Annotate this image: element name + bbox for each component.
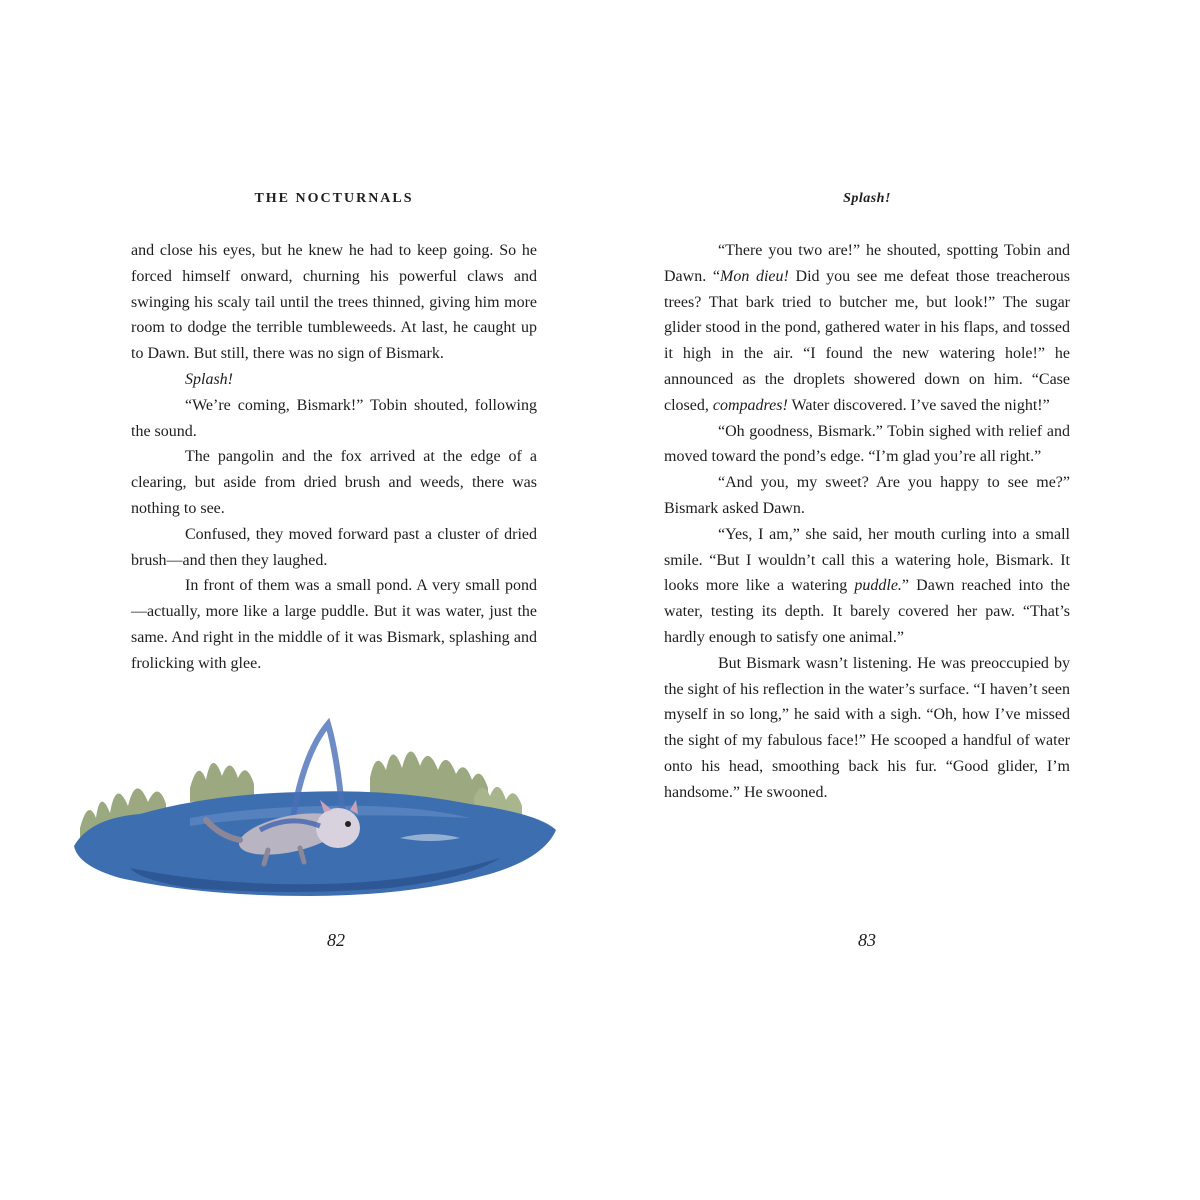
italic-text: Splash!: [185, 370, 233, 388]
paragraph: [664, 651, 1070, 806]
text-segment: Did you see me defeat those treacherous trees? That bark tried to butcher me, but look!” The sugar glider stood in the pond, gathered water in his flaps, and tossed it high in the air. “I found the new watering hole!” he announced as the droplets showered down on him. “Case closed,: [664, 267, 1071, 414]
paragraph: [664, 470, 1070, 522]
pond-illustration: [70, 718, 560, 902]
italic-text: puddle.: [854, 577, 902, 595]
text-segment: ” Dawn reached into the water, testing its depth. It barely covered her paw. “That’s hardly enough to satisfy one animal.”: [664, 577, 1071, 646]
running-head-chapter-title: Splash!: [843, 191, 891, 206]
paragraph: [131, 522, 537, 574]
left-page: [131, 190, 537, 677]
paragraph: [131, 238, 537, 367]
text-segment: “And you, my sweet? Are you happy to see me?” Bismark asked Dawn.: [664, 474, 1070, 517]
text-segment: The pangolin and the fox arrived at the edge of a clearing, but aside from dried brush and weeds, there was nothing to see.: [131, 448, 537, 517]
text-segment: “Oh goodness, Bismark.” Tobin sighed with relief and moved toward the pond’s edge. “I’m glad you’re all right.”: [664, 422, 1070, 466]
page-number-right: 83: [858, 930, 876, 950]
text-segment: and close his eyes, but he knew he had to keep going. So he forced himself onward, churning his powerful claws and swinging his scaly tail until the trees thinned, giving him more room to dodge the terrible tumbleweeds. At last, he caught up to Dawn. But still, there was no sign of Bismark.: [131, 242, 537, 363]
text-segment: But Bismark wasn’t listening. He was preoccupied by the sight of his reflection in the water’s surface. “I haven’t seen myself in so long,” he said with a sigh. “Oh, how I’ve missed the sight of my fabulous face!” He scooped a handful of water onto his head, smoothing back his fur. “Good glider, I’m handsome.” He swooned.: [664, 654, 1070, 801]
paragraph: [664, 522, 1070, 651]
page-number-left: 82: [327, 930, 345, 950]
left-page-text: [131, 238, 537, 677]
paragraph: [664, 419, 1070, 471]
text-segment: “There you two are!” he shouted, spotting Tobin and Dawn. “: [664, 242, 1070, 285]
text-segment: “We’re coming, Bismark!” Tobin shouted, following the sound.: [131, 396, 537, 440]
paragraph: [131, 393, 537, 445]
text-segment: Confused, they moved forward past a cluster of dried brush—and then they laughed.: [131, 525, 537, 569]
italic-text: Mon dieu!: [719, 267, 789, 285]
paragraph: [131, 367, 537, 393]
italic-text: compadres!: [712, 396, 788, 414]
paragraph: [131, 444, 537, 521]
paragraph: [131, 573, 537, 676]
running-head-book-title: THE NOCTURNALS: [254, 191, 414, 206]
paragraph: [664, 238, 1070, 419]
text-segment: “Yes, I am,” she said, her mouth curling into a small smile. “But I wouldn’t call this a watering hole, Bismark. It looks more like a watering: [664, 525, 1070, 595]
text-segment: In front of them was a small pond. A very small pond—actually, more like a large puddle. But it was water, just the same. And right in the middle of it was Bismark, splashing and frolicking with glee.: [131, 577, 537, 672]
text-segment: Water discovered. I’ve saved the night!”: [787, 396, 1050, 414]
right-page: [664, 190, 1070, 806]
right-page-text: [664, 238, 1070, 806]
